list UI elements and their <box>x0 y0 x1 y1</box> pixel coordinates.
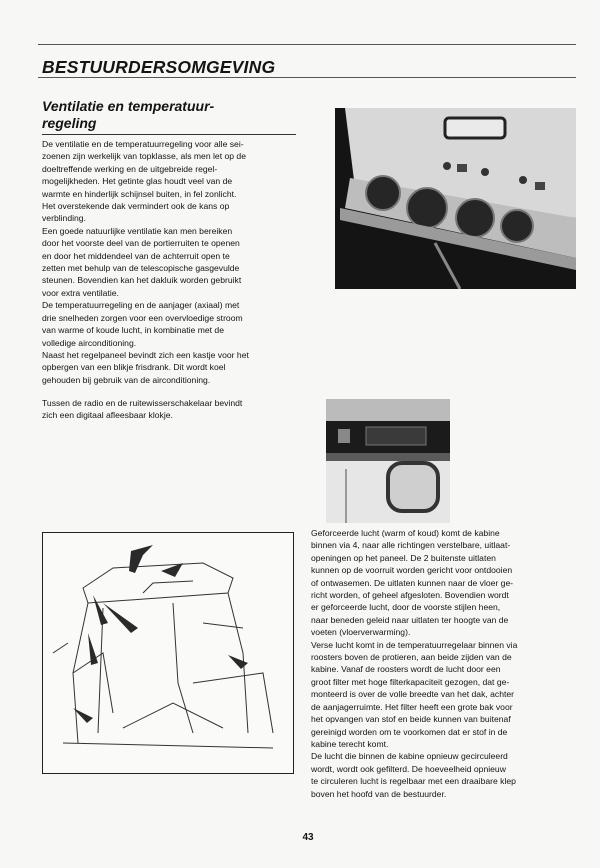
forced-air-paragraph: Geforceerde lucht (warm of koud) komt de kabine binnen via 4, naar alle richtingen verstelbare, uitlaat- openingen op het paneel. De 2 buitenste uitlaten kunnen op de voorruit worden gericht voor ontdooien of ontwasemen. De uitlaten kunnen naar de vloer ge- richt worden, of geheel afgesloten. Bovendien wordt er geforceerde lucht, door de voorste stijlen heen, naar beneden geleid naar uitlaten ter hoogte van de voeten (vloerverwarming). Verse lucht komt in de temperatuurregelaar binnen via roosters boven de protieren, aan beide zijden van de kabine. Vanaf de roosters wordt de lucht door een groot filter met hoge filterkapaciteit gezogen, dat ge- monteerd is over de volle breedte van het dak, achter de aanjagerruimte. Het filter heeft een grote bak voor het opvangen van stof en beide kunnen van buitenaf gereinigd worden om te voorkomen dat er stof in de kabine terecht komt. De lucht die binnen de kabine opnieuw gecirculeerd wordt, wordt ook gefilterd. De hoeveelheid opnieuw te circuleren lucht is regelbaar met een draaibare klep boven het hoofd van de bestuurder. <box>311 528 518 799</box>
ventilation-paragraph: De ventilatie en de temperatuurregeling voor alle sei- zoenen zijn werkelijk van topklasse, als men let op de doeltreffende werking en de uitgebreide regel- mogelijkheden. Het getinte glas houdt veel van de warmte en hinderlijk schijnsel buiten, in fel zonlicht. Het overstekende dak vermindert ook de kans op verblinding. Een goede natuurlijke ventilatie kan men bereiken door het voorste deel van de portierruiten te openen en door het middendeel van de achterruit open te zetten met behulp van de telescopische gasgevulde steunen. Bovendien kan het dakluik worden gebruikt voor extra ventilatie. De temperatuurregeling en de aanjager (axiaal) met drie snelheden zorgen voor een overvloedige stroom van warme of koude lucht, in kombinatie met de volledige airconditioning. Naast het regelpaneel bevindt zich een kastje voor het opbergen van een blikje frisdrank. Dit wordt koel gehouden bij gebruik van de airconditioning. <box>42 139 249 385</box>
section-title: Ventilatie en temperatuur- regeling <box>42 98 215 131</box>
section-title-underline <box>42 134 296 135</box>
page-header-title: BESTUURDERSOMGEVING <box>42 57 276 77</box>
page-number: 43 <box>302 832 314 843</box>
header-rule-bottom <box>38 77 576 78</box>
digital-clock-photo <box>326 399 450 523</box>
cab-airflow-diagram <box>42 532 294 774</box>
clock-paragraph: Tussen de radio en de ruitewisserschakelaar bevindt zich een digitaal afleesbaar klokje. <box>42 398 243 421</box>
header-rule-top <box>38 44 576 45</box>
air-vents-photo <box>335 108 576 289</box>
